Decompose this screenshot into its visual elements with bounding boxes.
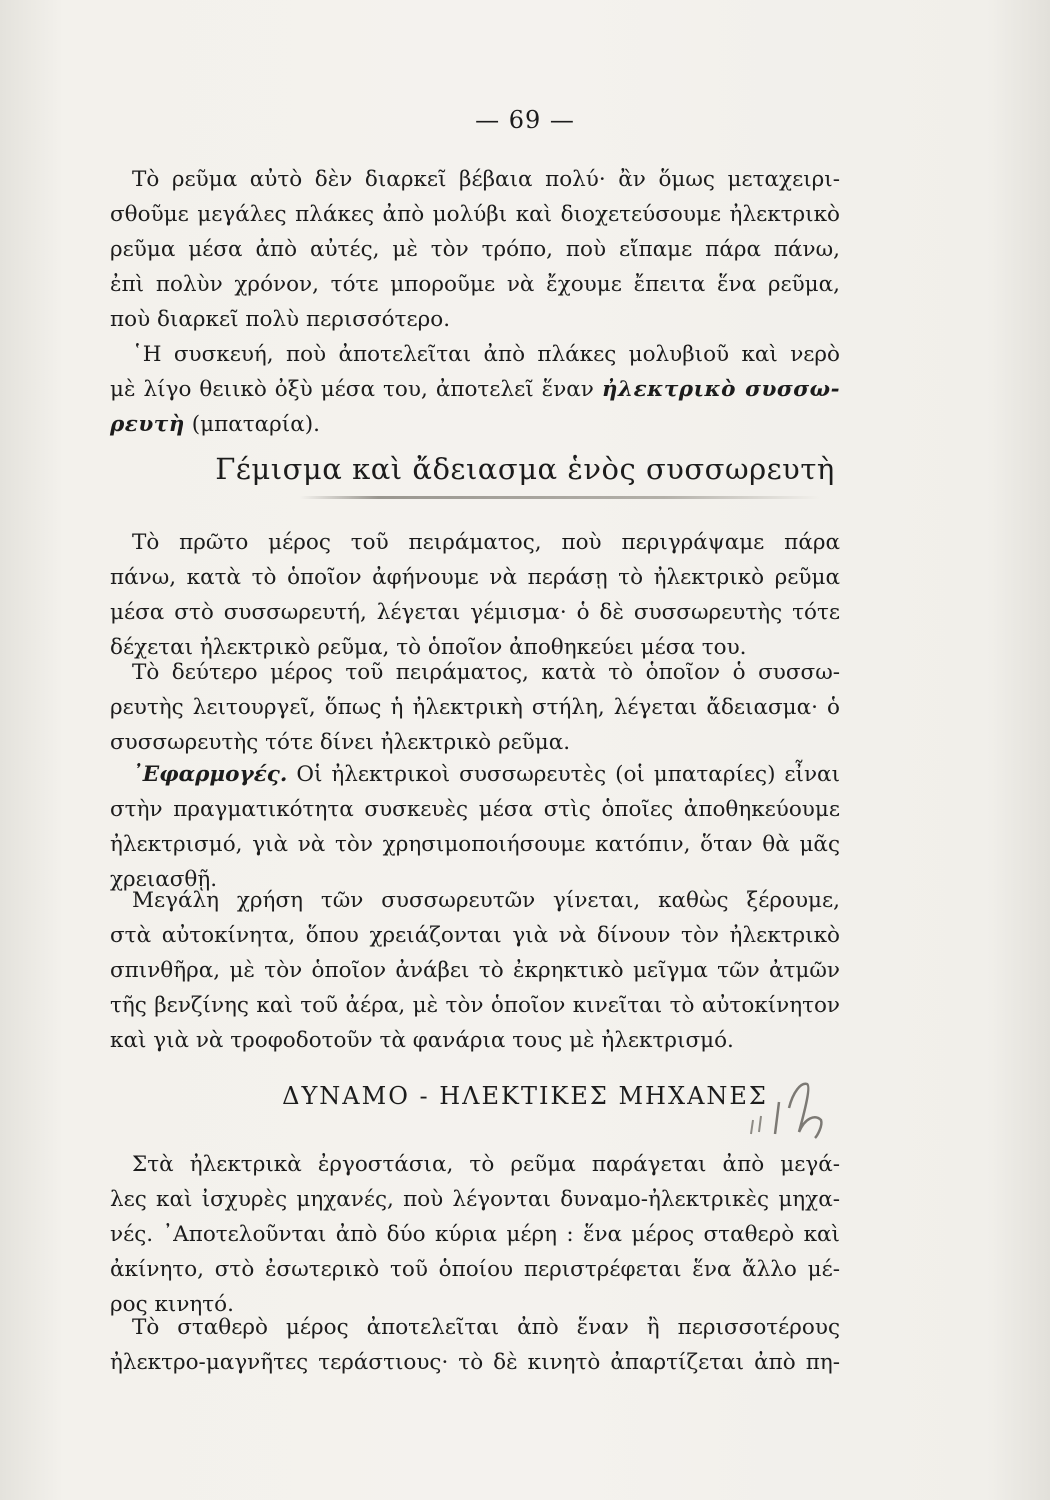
- text-line: ῾Η συσκευή, ποὺ ἀποτελεῖται ἀπὸ πλάκες μολυβιοῦ καὶ νερὸ: [132, 342, 840, 367]
- text-line: Μεγάλη χρήση τῶν συσσωρευτῶν γίνεται, καθὼς ξέρουμε,: [132, 888, 840, 913]
- paragraph-7: [110, 1147, 840, 1322]
- text-span: (μπαταρία).: [191, 412, 320, 437]
- text-line: Τὸ σταθερὸ μέρος ἀποτελεῖται ἀπὸ ἕναν ἢ περισσοτέρους: [132, 1315, 840, 1340]
- text-line: πάνω, κατὰ τὸ ὁποῖον ἀφήνουμε νὰ περάσῃ τὸ ἠλεκτρικὸ ρεῦμα: [110, 565, 840, 590]
- text-span: μὲ λίγο θειικὸ ὀξὺ μέσα του, ἀποτελεῖ ἕναν: [110, 377, 594, 402]
- key-term: ἠλεκτρικὸ συσσω-: [601, 377, 840, 402]
- text-line: δέχεται ἠλεκτρικὸ ρεῦμα, τὸ ὁποῖον ἀποθηκεύει μέσα του.: [110, 635, 747, 660]
- paragraph-4: [110, 655, 840, 760]
- text-line: Τὸ δεύτερο μέρος τοῦ πειράματος, κατὰ τὸ ὁποῖον ὁ συσσω-: [132, 660, 840, 685]
- text-line: καὶ γιὰ νὰ τροφοδοτοῦν τὰ φανάρια τους μὲ ἠλεκτρισμό.: [110, 1028, 734, 1053]
- text-line: ἠλεκτρο-μαγνῆτες τεράστιους· τὸ δὲ κινητὸ ἀπαρτίζεται ἀπὸ πη-: [110, 1350, 840, 1375]
- text-span: Οἱ ἠλεκτρικοὶ συσσωρευτὲς (οἱ μπαταρίες) εἶναι: [296, 762, 840, 787]
- text-line: σπινθῆρα, μὲ τὸν ὁποῖον ἀνάβει τὸ ἐκρηκτικὸ μεῖγμα τῶν ἀτμῶν: [110, 958, 840, 983]
- text-line: σθοῦμε μεγάλες πλάκες ἀπὸ μολύβι καὶ διοχετεύσουμε ἠλεκτρικὸ: [110, 202, 840, 227]
- text-line: ρευτὴς λειτουργεῖ, ὅπως ἡ ἠλεκτρικὴ στήλη, λέγεται ἄδειασμα· ὁ: [110, 695, 840, 720]
- paragraph-2: [110, 337, 840, 442]
- section-heading: [0, 1082, 1050, 1110]
- text-line: [110, 407, 840, 442]
- section-heading: [0, 452, 1050, 486]
- heading-underline: [300, 496, 820, 499]
- handwritten-pencil-mark-icon: [745, 1072, 855, 1152]
- text-line: ρεῦμα μέσα ἀπὸ αὐτές, μὲ τὸν τρόπο, ποὺ εἴπαμε πάρα πάνω,: [110, 237, 840, 262]
- text-line: νές. ᾿Αποτελοῦνται ἀπὸ δύο κύρια μέρη : ἕνα μέρος σταθερὸ καὶ: [110, 1222, 840, 1247]
- text-line: Στὰ ἠλεκτρικὰ ἐργοστάσια, τὸ ρεῦμα παράγεται ἀπὸ μεγά-: [132, 1152, 840, 1177]
- page-number: — 69 —: [475, 106, 575, 134]
- text-line: ρος κινητό.: [110, 1292, 234, 1317]
- section-heading-text: ΔΥΝΑΜΟ - ΗΛΕΚΤΙΚΕΣ ΜΗΧΑΝΕΣ: [282, 1082, 768, 1110]
- paragraph-3: [110, 525, 840, 665]
- text-line: συσσωρευτὴς τότε δίνει ἠλεκτρικὸ ρεῦμα.: [110, 730, 571, 755]
- text-line: Τὸ πρῶτο μέρος τοῦ πειράματος, ποὺ περιγράψαμε πάρα: [132, 530, 840, 555]
- paragraph-1: [110, 162, 840, 337]
- paragraph-5: [110, 757, 840, 897]
- paragraph-6: [110, 883, 840, 1058]
- section-heading-text: Γέμισμα καὶ ἄδειασμα ἑνὸς συσσωρευτὴ: [215, 452, 835, 486]
- text-line: ποὺ διαρκεῖ πολὺ περισσότερο.: [110, 307, 451, 332]
- text-line: ἐπὶ πολὺν χρόνον, τότε μποροῦμε νὰ ἔχουμε ἔπειτα ἕνα ρεῦμα,: [110, 272, 840, 297]
- text-line: λες καὶ ἰσχυρὲς μηχανές, ποὺ λέγονται δυναμο-ἠλεκτρικὲς μηχα-: [110, 1187, 840, 1212]
- text-line: Τὸ ρεῦμα αὐτὸ δὲν διαρκεῖ βέβαια πολύ· ἂν ὅμως μεταχειρι-: [132, 167, 840, 192]
- paragraph-lead: ᾿Εφαρμογές.: [132, 762, 288, 787]
- text-line: στὴν πραγματικότητα συσκευὲς μέσα στὶς ὁποῖες ἀποθηκεύουμε: [110, 797, 840, 822]
- text-line: στὰ αὐτοκίνητα, ὅπου χρειάζονται γιὰ νὰ δίνουν τὸν ἠλεκτρικὸ: [110, 923, 840, 948]
- paragraph-8: [110, 1310, 840, 1380]
- text-line: [110, 757, 840, 792]
- text-line: ἀκίνητο, στὸ ἐσωτερικὸ τοῦ ὁποίου περιστρέφεται ἕνα ἄλλο μέ-: [110, 1257, 840, 1282]
- text-line: ἠλεκτρισμό, γιὰ νὰ τὸν χρησιμοποιήσουμε κατόπιν, ὅταν θὰ μᾶς: [110, 832, 840, 857]
- key-term: ρευτὴ: [110, 412, 185, 437]
- text-line: μέσα στὸ συσσωρευτή, λέγεται γέμισμα· ὁ δὲ συσσωρευτὴς τότε: [110, 600, 840, 625]
- text-line: χρειασθῇ.: [110, 867, 218, 892]
- text-line: [110, 372, 840, 407]
- text-line: τῆς βενζίνης καὶ τοῦ ἀέρα, μὲ τὸν ὁποῖον κινεῖται τὸ αὐτοκίνητον: [110, 993, 840, 1018]
